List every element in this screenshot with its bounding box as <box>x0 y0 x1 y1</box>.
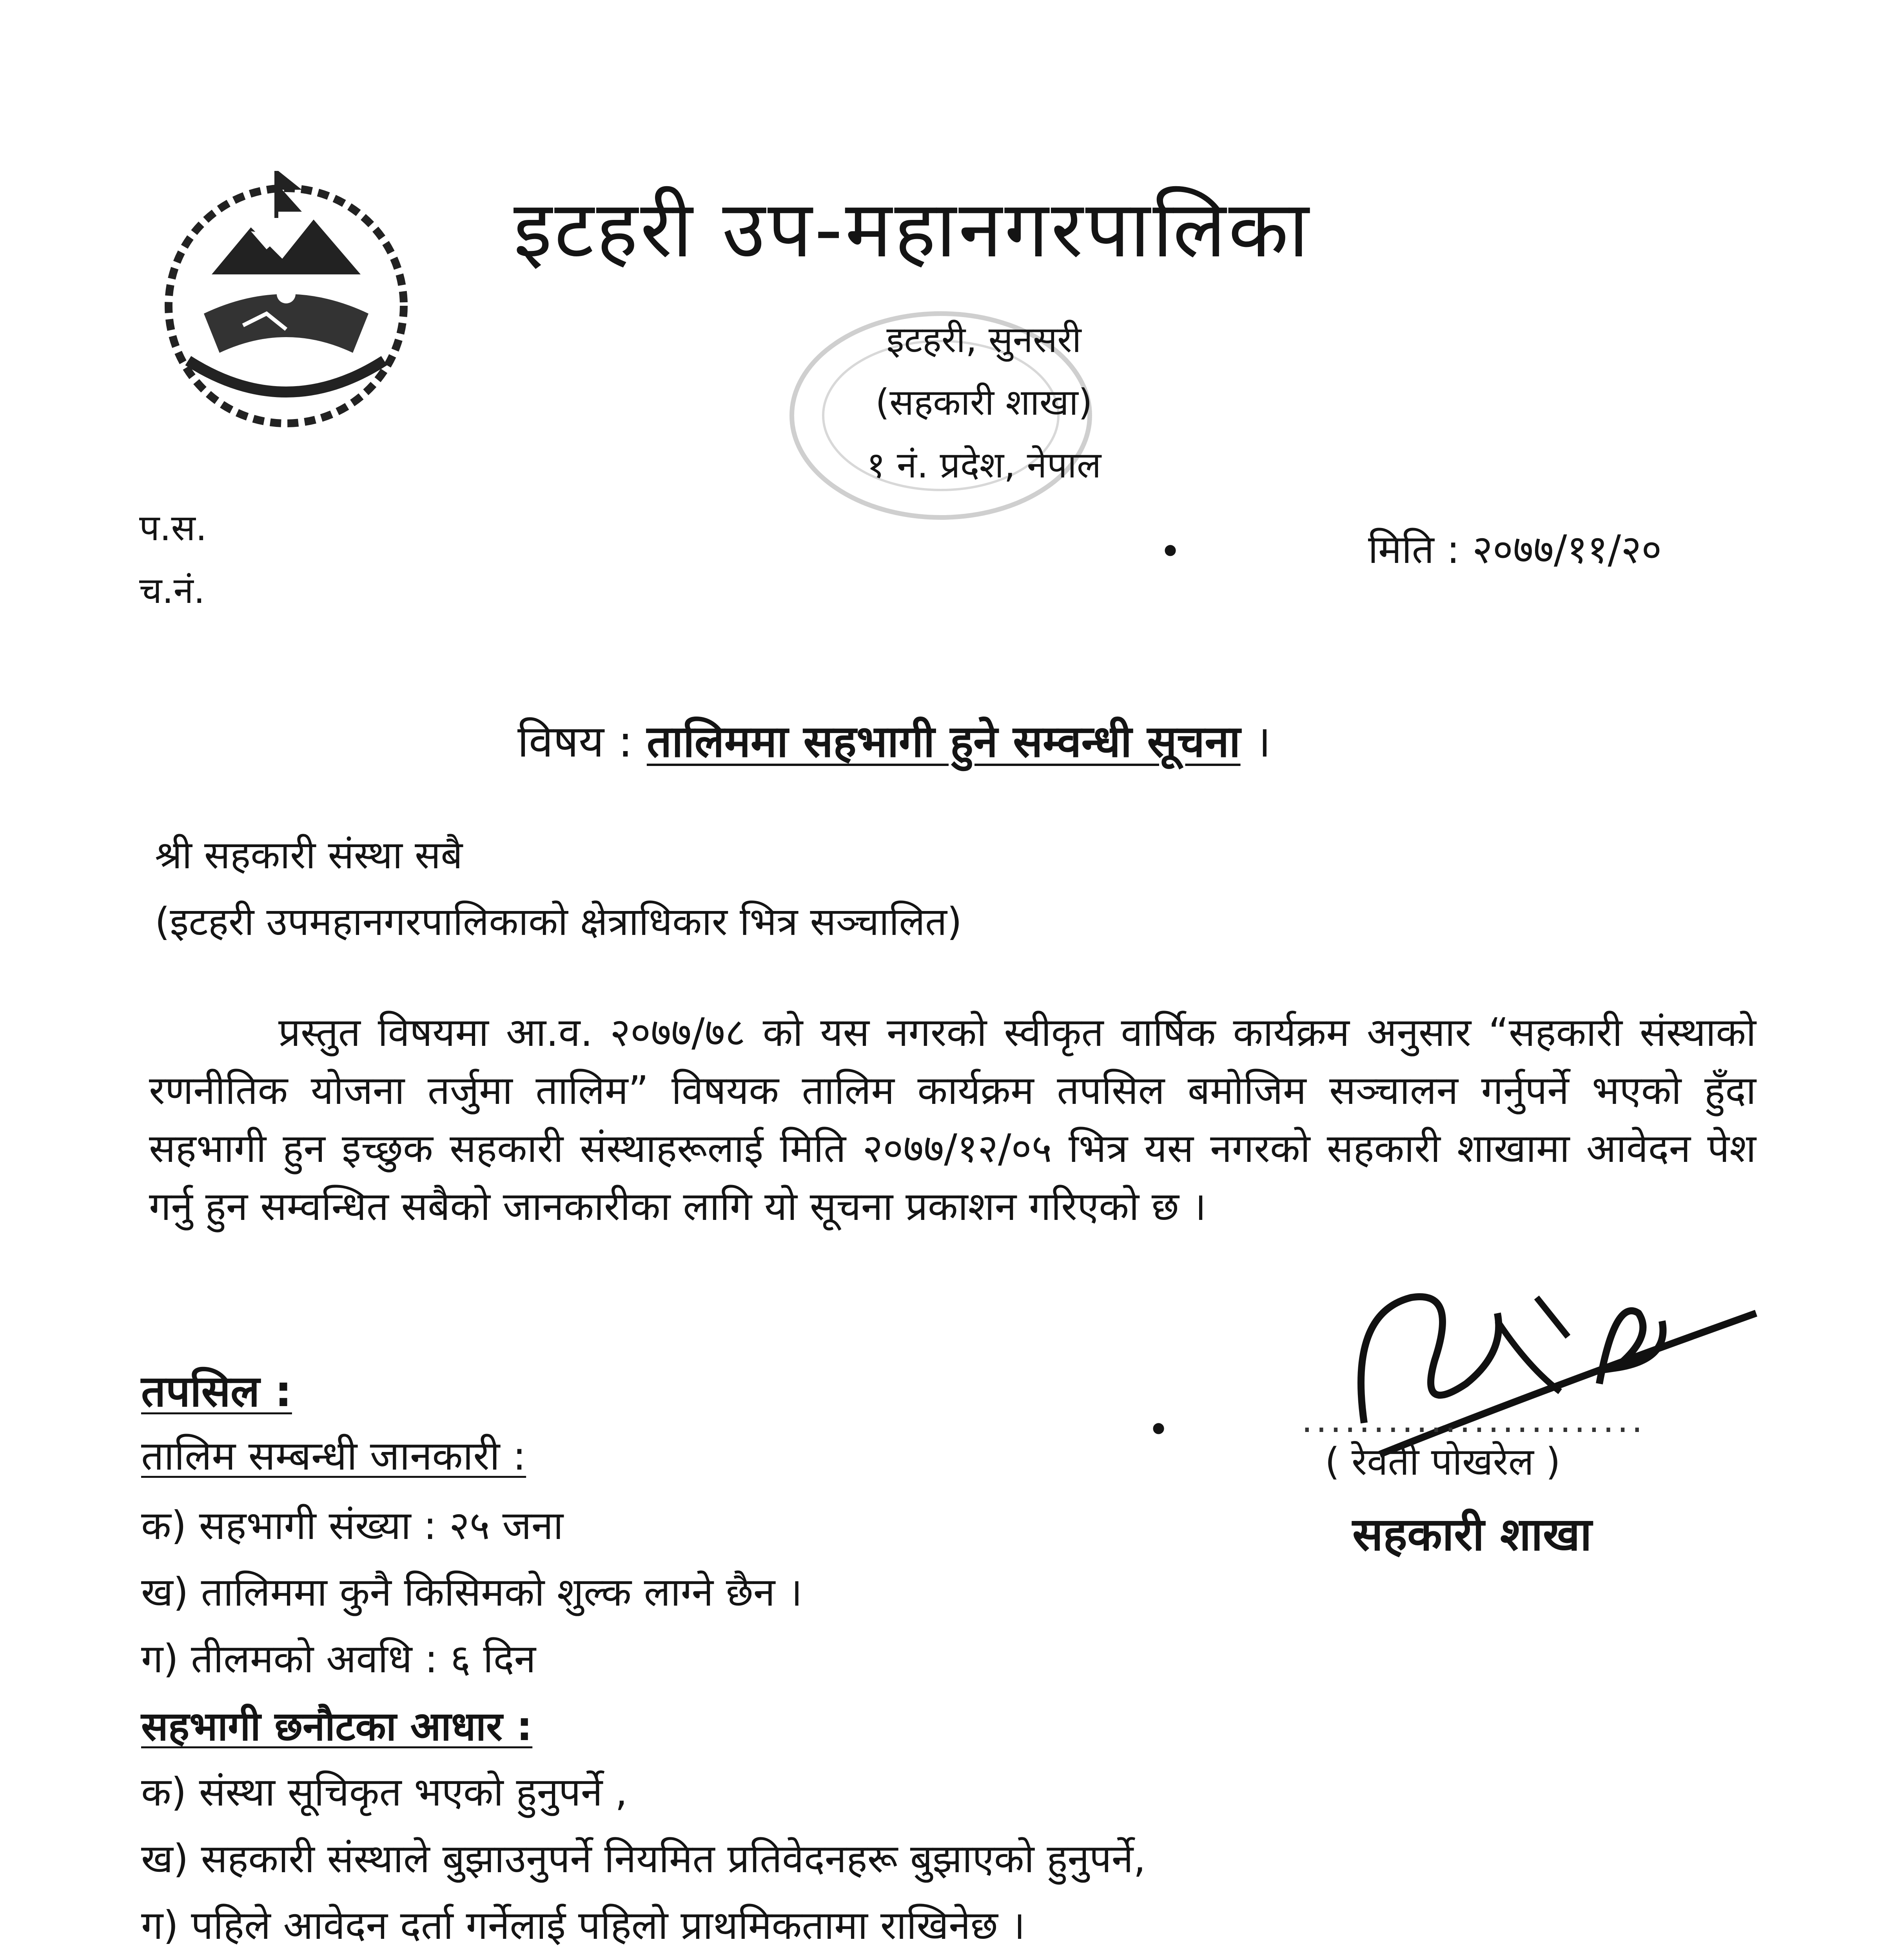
dispatch-number-label: च.नं. <box>139 570 205 612</box>
letter-number-label: प.स. <box>139 507 207 549</box>
signatory-name: ( रेवती पोखरेल ) <box>1325 1440 1561 1484</box>
notice-body: प्रस्तुत विषयमा आ.व. २०७७/७८ को यस नगरको स्वीकृत वार्षिक कार्यक्रम अनुसार “सहकारी संस्थाको रणनीतिक योजना तर्जुमा तालिम” विषयक तालिम कार्यक्रम तपसिल बमोजिम सञ्चालन गर्नुपर्ने भएको हुँदा सहभागी हुन इच्छुक सहकारी संस्थाहरूलाई मिति २०७७/१२/०५ भित्र यस नगरको सहकारी शाखामा आवेदन पेश गर्नु हुन सम्वन्धित सबैको जानकारीका लागि यो सूचना प्रकाशन गरिएको छ । <box>149 1009 1756 1229</box>
list-item: क) सहभागी संख्या : २५ जना <box>141 1503 564 1548</box>
office-location: इटहरी, सुनसरी <box>886 319 1082 361</box>
list-item: ख) तालिममा कुनै किसिमको शुल्क लाग्ने छैन । <box>141 1569 803 1615</box>
list-item: ख) सहकारी संस्थाले बुझाउनुपर्ने नियमित प्रतिवेदनहरू बुझाएको हुनुपर्ने, <box>141 1836 1146 1882</box>
details-heading: तपसिल : <box>141 1366 292 1416</box>
nepal-emblem-icon <box>157 157 416 431</box>
scan-speck: • <box>1160 533 1181 570</box>
selection-basis-heading: सहभागी छनौटका आधार : <box>141 1703 533 1750</box>
training-info-heading: तालिम सम्बन्धी जानकारी : <box>141 1433 526 1479</box>
subject-text: तालिममा सहभागी हुने सम्वन्धी सूचना <box>646 716 1241 767</box>
addressee-line-1: श्री सहकारी संस्था सबै <box>155 833 463 878</box>
signatory-office: सहकारी शाखा <box>1352 1508 1592 1561</box>
addressee-line-2: (इटहरी उपमहानगरपालिकाको क्षेत्राधिकार भित्र सञ्चालित) <box>155 900 962 944</box>
list-item: ग) तीलमको अवधि : ६ दिन <box>141 1636 536 1682</box>
list-item: क) संस्था सूचिकृत भएको हुनुपर्ने , <box>141 1769 628 1815</box>
subject-end: । <box>1254 716 1271 767</box>
office-branch: (सहकारी शाखा) <box>875 381 1092 423</box>
list-item: ग) पहिले आवेदन दर्ता गर्नेलाई पहिलो प्राथमिकतामा राखिनेछ । <box>141 1902 1025 1948</box>
subject-label: विषय : <box>517 716 633 767</box>
office-province: १ नं. प्रदेश, नेपाल <box>866 444 1101 486</box>
office-title: इटहरी उप-महानगरपालिका <box>514 184 1311 275</box>
subject-line <box>517 710 1271 769</box>
letter-date: मिति : २०७७/११/२० <box>1368 526 1662 572</box>
signature-line: ........................ <box>1301 1399 1646 1441</box>
scan-speck: • <box>1149 1411 1169 1448</box>
